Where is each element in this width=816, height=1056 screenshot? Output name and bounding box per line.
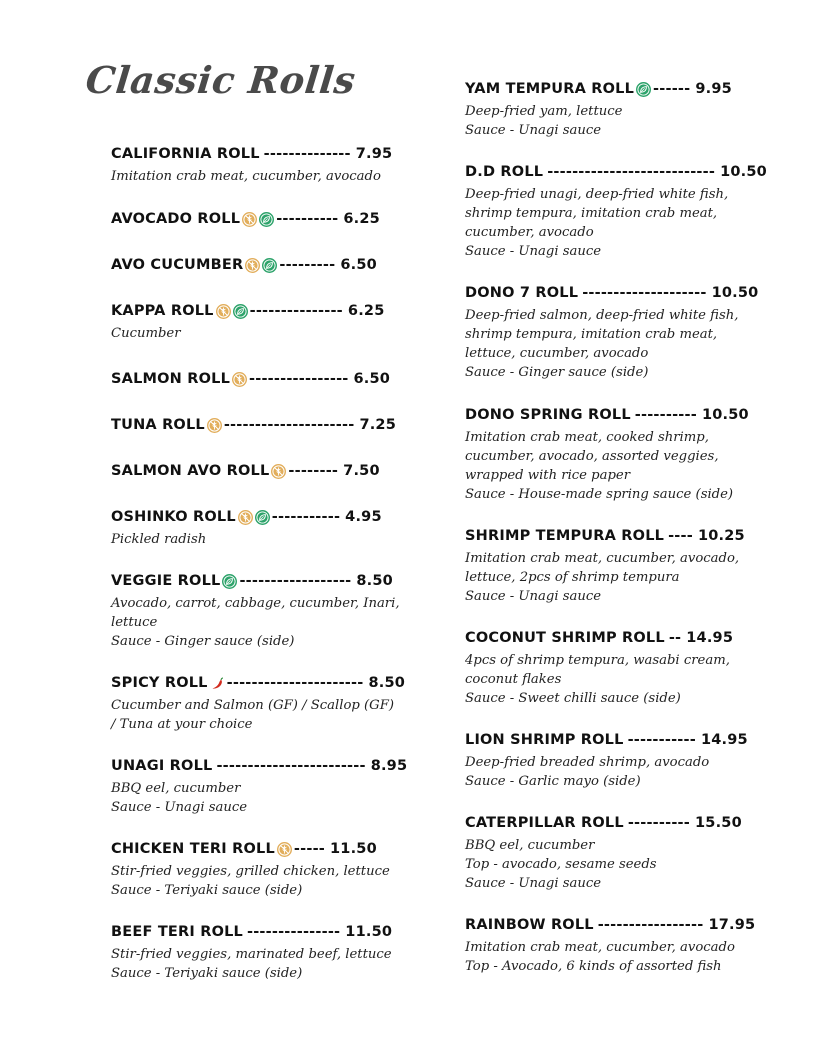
description-line: Sauce - Sweet chilli sauce (side) <box>465 691 681 706</box>
page-title: Classic Rolls <box>83 58 358 102</box>
menu-item-name: RAINBOW ROLL <box>465 917 594 933</box>
menu-item-price: 6.50 <box>353 371 391 387</box>
menu-item-leader: ----------------- <box>597 917 704 933</box>
menu-item-heading <box>111 922 411 942</box>
description-line: Imitation crab meat, cooked shrimp, <box>465 430 709 445</box>
menu-item-heading <box>465 915 765 935</box>
menu-item-leader: ---------------- <box>249 371 349 387</box>
description-line: coconut flakes <box>465 672 562 687</box>
vegetarian-leaf-icon <box>259 212 274 227</box>
menu-item-name: D.D ROLL <box>465 164 544 180</box>
menu-item <box>111 922 411 983</box>
description-line: cucumber, avocado <box>465 225 594 240</box>
gluten-free-icon <box>207 418 222 433</box>
menu-item <box>111 756 411 817</box>
description-line: Stir-fried veggies, marinated beef, lettuce <box>111 947 392 962</box>
menu-item-name: AVOCADO ROLL <box>111 211 241 227</box>
gluten-free-icon <box>216 304 231 319</box>
description-line: shrimp tempura, imitation crab meat, <box>465 206 718 221</box>
menu-item-description <box>111 945 411 983</box>
menu-item-description <box>111 167 411 186</box>
menu-item <box>111 144 411 186</box>
menu-item-name: COCONUT SHRIMP ROLL <box>465 630 665 646</box>
menu-item <box>465 628 765 708</box>
menu-item-heading <box>111 209 411 229</box>
menu-item-heading <box>465 730 765 750</box>
menu-item-heading <box>111 255 411 275</box>
menu-item-leader: ----------- <box>627 732 696 748</box>
description-line: Sauce - House-made spring sauce (side) <box>465 487 734 502</box>
gluten-free-icon <box>245 258 260 273</box>
menu-item <box>111 673 411 734</box>
menu-item-description <box>465 306 765 382</box>
menu-item-name: CATERPILLAR ROLL <box>465 815 624 831</box>
menu-item-leader: --------- <box>279 257 336 273</box>
menu-item-name: CALIFORNIA ROLL <box>111 146 260 162</box>
menu-item <box>111 415 411 435</box>
menu-item-leader: -- <box>668 630 682 646</box>
menu-item-leader: --------------------- <box>223 417 355 433</box>
menu-item-name: SPICY ROLL <box>111 675 208 691</box>
description-line: cucumber, avocado, assorted veggies, <box>465 449 719 464</box>
vegetarian-leaf-icon <box>636 82 651 97</box>
chili-pepper-icon <box>210 676 225 691</box>
menu-item-price: 10.50 <box>711 285 759 301</box>
menu-item-description <box>465 549 765 606</box>
menu-item-description <box>111 862 411 900</box>
gluten-free-icon <box>271 464 286 479</box>
menu-item <box>465 813 765 893</box>
menu-item-heading <box>465 162 765 182</box>
menu-item-heading <box>465 526 765 546</box>
menu-item-leader: ---------- <box>276 211 339 227</box>
menu-item-price: 14.95 <box>700 732 748 748</box>
menu-item-heading <box>465 813 765 833</box>
description-line: Top - avocado, sesame seeds <box>465 857 657 872</box>
menu-item-heading <box>111 673 411 693</box>
menu-item-leader: --------------------------- <box>547 164 716 180</box>
menu-item <box>111 507 411 549</box>
menu-item <box>111 571 411 651</box>
menu-item-price: 7.95 <box>355 146 393 162</box>
vegetarian-leaf-icon <box>262 258 277 273</box>
menu-item-name: VEGGIE ROLL <box>111 573 221 589</box>
menu-item-leader: ----------- <box>271 509 341 525</box>
menu-item-price: 8.50 <box>368 675 406 691</box>
menu-column-left <box>111 144 411 983</box>
menu-item-leader: ---------- <box>634 407 697 423</box>
menu-item-heading <box>465 405 765 425</box>
menu-item <box>465 162 765 261</box>
menu-item-name: DONO 7 ROLL <box>465 285 579 301</box>
menu-item-leader: ---- <box>668 528 693 544</box>
menu-item-description <box>465 102 765 140</box>
description-line: / Tuna at your choice <box>111 717 253 732</box>
menu-item-heading <box>111 756 411 776</box>
description-line: Sauce - Unagi sauce <box>465 589 602 604</box>
menu-item-price: 11.50 <box>345 924 393 940</box>
menu-item-price: 6.50 <box>340 257 377 273</box>
menu-column-right <box>465 79 765 976</box>
menu-item-heading <box>111 301 411 321</box>
menu-item-name: SALMON AVO ROLL <box>111 463 270 479</box>
description-line: Pickled radish <box>111 532 207 547</box>
menu-item <box>465 526 765 606</box>
description-line: Top - Avocado, 6 kinds of assorted fish <box>465 959 722 974</box>
description-line: Sauce - Ginger sauce (side) <box>465 365 649 380</box>
menu-item-price: 17.95 <box>708 917 756 933</box>
description-line: Sauce - Unagi sauce <box>465 876 602 891</box>
menu-item-price: 7.50 <box>343 463 380 479</box>
menu-item-description <box>111 594 411 651</box>
menu-item-description <box>465 185 765 261</box>
description-line: lettuce, cucumber, avocado <box>465 346 649 361</box>
menu-item-description <box>465 753 765 791</box>
menu-item-description <box>111 696 411 734</box>
description-line: Deep-fried yam, lettuce <box>465 104 623 119</box>
menu-item-heading <box>111 839 411 859</box>
menu-item-heading <box>111 144 411 164</box>
description-line: lettuce, 2pcs of shrimp tempura <box>465 570 680 585</box>
menu-item-price: 8.95 <box>370 758 408 774</box>
menu-item-name: OSHINKO ROLL <box>111 509 236 525</box>
description-line: Sauce - Ginger sauce (side) <box>111 634 295 649</box>
description-line: Deep-fried salmon, deep-fried white fish, <box>465 308 739 323</box>
description-line: Sauce - Teriyaki sauce (side) <box>111 883 303 898</box>
gluten-free-icon <box>242 212 257 227</box>
menu-item-description <box>465 836 765 893</box>
menu-item-leader: -------- <box>288 463 339 479</box>
menu-item <box>465 915 765 976</box>
gluten-free-icon <box>238 510 253 525</box>
description-line: Avocado, carrot, cabbage, cucumber, Inari, <box>111 596 400 611</box>
menu-item-price: 10.25 <box>697 528 745 544</box>
menu-item-name: TUNA ROLL <box>111 417 205 433</box>
menu-item-heading <box>465 628 765 648</box>
menu-item-leader: -------------------- <box>582 285 707 301</box>
menu-item-leader: ------ <box>653 81 691 97</box>
menu-item-name: AVO CUCUMBER <box>111 257 244 273</box>
menu-item-name: BEEF TERI ROLL <box>111 924 243 940</box>
menu-item-description <box>465 938 765 976</box>
menu-item-heading <box>111 369 411 389</box>
description-line: Sauce - Unagi sauce <box>111 800 248 815</box>
description-line: Imitation crab meat, cucumber, avocado <box>465 940 735 955</box>
menu-item-name: KAPPA ROLL <box>111 303 214 319</box>
description-line: Deep-fried breaded shrimp, avocado <box>465 755 710 770</box>
menu-item-price: 4.95 <box>345 509 382 525</box>
vegetarian-leaf-icon <box>222 574 237 589</box>
description-line: Deep-fried unagi, deep-fried white fish, <box>465 187 729 202</box>
description-line: Sauce - Unagi sauce <box>465 123 602 138</box>
menu-item-description <box>111 779 411 817</box>
menu-item-heading <box>111 415 411 435</box>
menu-item <box>465 283 765 382</box>
menu-item-name: SALMON ROLL <box>111 371 231 387</box>
menu-item-leader: --------------- <box>249 303 343 319</box>
menu-item <box>111 839 411 900</box>
description-line: shrimp tempura, imitation crab meat, <box>465 327 718 342</box>
menu-item <box>111 461 411 481</box>
menu-item-description <box>465 651 765 708</box>
menu-item-price: 6.25 <box>347 303 385 319</box>
description-line: Stir-fried veggies, grilled chicken, lettuce <box>111 864 390 879</box>
menu-item-name: DONO SPRING ROLL <box>465 407 631 423</box>
menu-item <box>465 730 765 791</box>
menu-item-leader: ---------- <box>627 815 690 831</box>
menu-item-heading <box>465 283 765 303</box>
menu-item <box>111 209 411 229</box>
menu-item-name: SHRIMP TEMPURA ROLL <box>465 528 665 544</box>
menu-item-name: LION SHRIMP ROLL <box>465 732 624 748</box>
menu-item-description <box>111 324 411 343</box>
description-line: 4pcs of shrimp tempura, wasabi cream, <box>465 653 730 668</box>
menu-item-description <box>111 530 411 549</box>
menu-item <box>465 405 765 504</box>
description-line: Cucumber <box>111 326 181 341</box>
gluten-free-icon <box>232 372 247 387</box>
description-line: Sauce - Teriyaki sauce (side) <box>111 966 303 981</box>
menu-item-heading <box>111 571 411 591</box>
menu-item-leader: ------------------ <box>239 573 352 589</box>
menu-item-leader: -------------- <box>263 146 351 162</box>
menu-item-price: 11.50 <box>330 841 377 857</box>
description-line: Sauce - Unagi sauce <box>465 244 602 259</box>
description-line: BBQ eel, cucumber <box>111 781 241 796</box>
menu-item <box>111 255 411 275</box>
menu-item-description <box>465 428 765 504</box>
menu-item <box>465 79 765 140</box>
menu-item-heading <box>465 79 765 99</box>
menu-item-price: 8.50 <box>356 573 393 589</box>
menu-item-price: 10.50 <box>720 164 767 180</box>
menu-item-price: 9.95 <box>695 81 732 97</box>
description-line: Imitation crab meat, cucumber, avocado <box>111 169 381 184</box>
menu-item-heading <box>111 507 411 527</box>
gluten-free-icon <box>277 842 292 857</box>
menu-item <box>111 369 411 389</box>
vegetarian-leaf-icon <box>255 510 270 525</box>
menu-item-price: 7.25 <box>359 417 397 433</box>
description-line: lettuce <box>111 615 158 630</box>
menu-item-price: 6.25 <box>343 211 380 227</box>
menu-item-price: 10.50 <box>701 407 749 423</box>
description-line: BBQ eel, cucumber <box>465 838 595 853</box>
description-line: Imitation crab meat, cucumber, avocado, <box>465 551 740 566</box>
menu-item-name: CHICKEN TERI ROLL <box>111 841 275 857</box>
description-line: Cucumber and Salmon (GF) / Scallop (GF) <box>111 698 395 713</box>
menu-item-leader: ---------------------- <box>226 675 364 691</box>
menu-item <box>111 301 411 343</box>
menu-item-heading <box>111 461 411 481</box>
description-line: wrapped with rice paper <box>465 468 631 483</box>
menu-item-price: 15.50 <box>695 815 742 831</box>
menu-item-name: UNAGI ROLL <box>111 758 213 774</box>
description-line: Sauce - Garlic mayo (side) <box>465 774 641 789</box>
menu-item-name: YAM TEMPURA ROLL <box>465 81 635 97</box>
menu-item-leader: --------------- <box>247 924 341 940</box>
menu-item-leader: ------------------------ <box>216 758 366 774</box>
menu-item-price: 14.95 <box>686 630 734 646</box>
menu-item-leader: ----- <box>293 841 326 857</box>
vegetarian-leaf-icon <box>233 304 248 319</box>
